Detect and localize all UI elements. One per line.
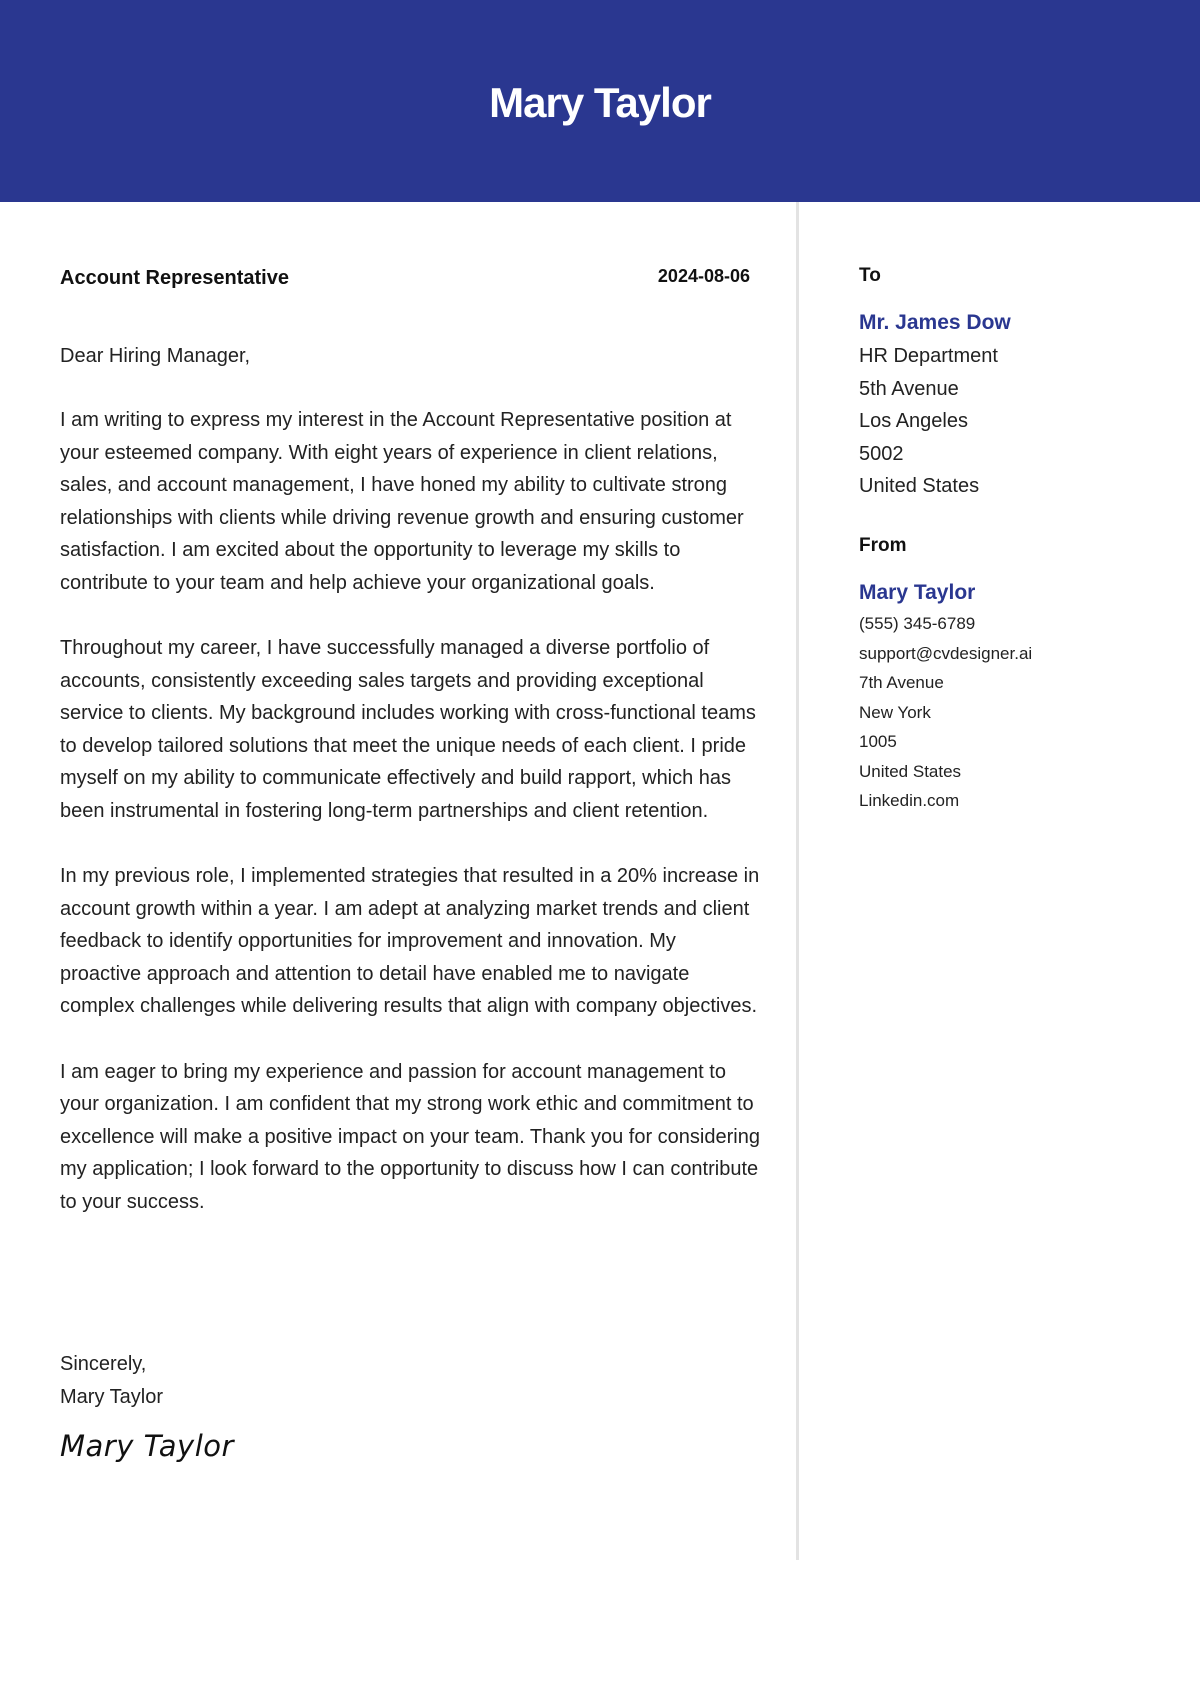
closing-name: Mary Taylor bbox=[60, 1385, 163, 1408]
recipient-department: HR Department bbox=[859, 345, 998, 367]
sender-contact bbox=[859, 609, 1179, 816]
recipient-city: Los Angeles bbox=[859, 410, 968, 432]
sender-email: support@cvdesigner.ai bbox=[859, 643, 1033, 663]
greeting: Dear Hiring Manager, bbox=[60, 345, 251, 367]
recipient-address bbox=[859, 340, 1179, 503]
column-divider bbox=[796, 202, 799, 1560]
sender-website: Linkedin.com bbox=[859, 791, 960, 810]
signature: Mary Taylor bbox=[60, 1429, 234, 1463]
sender-country: United States bbox=[859, 761, 962, 781]
recipient-postal-code: 5002 bbox=[859, 442, 904, 465]
letter-body bbox=[60, 404, 760, 1251]
closing-block bbox=[60, 1348, 760, 1413]
sender-street: 7th Avenue bbox=[859, 673, 944, 692]
sender-heading: From bbox=[859, 535, 907, 556]
applicant-name: Mary Taylor bbox=[489, 79, 711, 126]
sender-phone: (555) 345-6789 bbox=[859, 614, 976, 633]
recipient-name: Mr. James Dow bbox=[859, 311, 1011, 334]
body-paragraph-3: In my previous role, I implemented strategies that resulted in a 20% increase in account growth within a year. I am adept at analyzing market trends and client feedback to identify opportunities for improvement and innovation. My proactive approach and attention to detail have enabled me to navigate complex challenges while delivering results that align with company objectives. bbox=[60, 865, 760, 1017]
closing-phrase: Sincerely, bbox=[60, 1353, 147, 1375]
sender-postal-code: 1005 bbox=[859, 732, 897, 751]
recipient-country: United States bbox=[859, 475, 980, 497]
recipient-heading: To bbox=[859, 265, 881, 286]
recipient-street: 5th Avenue bbox=[859, 377, 959, 400]
body-paragraph-4: I am eager to bring my experience and passion for account management to your organization. I am confident that my strong work ethic and commitment to excellence will make a positive impact on your team. Thank you for considering my application; I look forward to the opportunity to discuss how I can contribute to your success. bbox=[60, 1060, 760, 1213]
header-banner bbox=[0, 0, 1200, 202]
body-paragraph-1: I am writing to express my interest in the Account Representative position at your esteemed company. With eight years of experience in client relations, sales, and account management, I have honed my ability to cultivate strong relationships with clients while driving revenue growth and ensuring customer satisfaction. I am excited about the opportunity to leverage my skills to contribute to your team and help achieve your organizational goals. bbox=[60, 409, 744, 594]
sender-city: New York bbox=[859, 702, 931, 722]
sender-name: Mary Taylor bbox=[859, 581, 976, 604]
job-title: Account Representative bbox=[60, 267, 289, 289]
body-paragraph-2: Throughout my career, I have successfully managed a diverse portfolio of accounts, consistently exceeding sales targets and providing exceptional service to clients. My background includes working with cross-functional teams to develop tailored solutions that meet the unique needs of each client. I pride myself on my ability to communicate effectively and build rapport, which has been instrumental in fostering long-term partnerships and client retention. bbox=[60, 637, 756, 822]
letter-date: 2024-08-06 bbox=[657, 266, 750, 286]
